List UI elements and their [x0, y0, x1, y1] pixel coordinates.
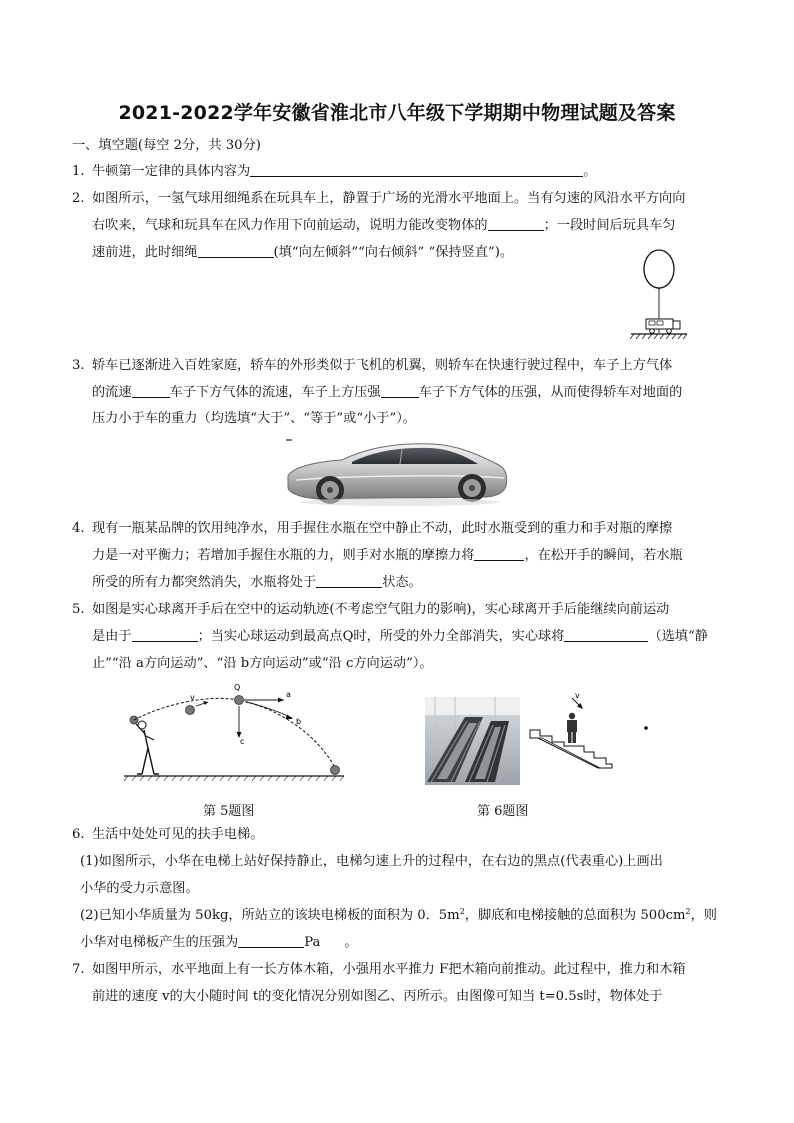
- question-5-line-3: 止”“沿 a方向运动”、“沿 b方向运动”或“沿 c方向运动”）。: [92, 656, 433, 671]
- answer-blank[interactable]: [250, 163, 583, 177]
- question-text: ；一段时间后玩具车匀: [543, 218, 676, 233]
- question-5: [72, 601, 669, 619]
- question-6-part-1: (1)如图所示，小华在电梯上站好保持静止，电梯匀速上升的过程中，在右边的黑点(代表重心)上画出: [80, 854, 663, 869]
- question-6-part-1-cont: 小华的受力示意图。: [80, 881, 199, 896]
- question-text: （选填“静: [648, 629, 708, 644]
- superscript: 2: [685, 907, 691, 916]
- question-1: [72, 163, 596, 181]
- question-3: [72, 357, 672, 375]
- question-text: ，脚底和电梯接触的总面积为 500cm: [464, 908, 686, 923]
- question-text: 状态。: [382, 575, 422, 590]
- question-text: 右吹来，气球和玩具车在风力作用下向前运动，说明力能改变物体的: [92, 218, 488, 233]
- escalator-diagram: [528, 686, 658, 786]
- question-text: 的流速: [92, 385, 132, 400]
- question-text: 生活中处处可见的扶手电梯。: [92, 827, 264, 842]
- velocity-label: v: [190, 693, 195, 702]
- question-number: 3.: [72, 358, 85, 373]
- direction-c-label: c: [240, 737, 245, 746]
- question-3-line-2: [92, 384, 682, 402]
- question-text: (填“向左倾斜”“向右倾斜” “保持竖直”)。: [273, 245, 514, 260]
- question-2: [72, 190, 685, 208]
- question-text: 车子下方气体的流速，车子上方压强: [169, 385, 381, 400]
- answer-blank[interactable]: [238, 934, 304, 948]
- question-text: 轿车已逐渐进入百姓家庭，轿车的外形类似于飞机的机翼，则轿车在快速行驶过程中，车子上方气体: [92, 358, 673, 373]
- question-2-line-3: [92, 244, 513, 262]
- point-q-label: Q: [234, 683, 241, 692]
- answer-blank[interactable]: [132, 628, 198, 642]
- center-of-gravity-dot: [644, 726, 648, 730]
- question-text: 如图甲所示，水平地面上有一长方体木箱，小强用水平推力 F把木箱向前推动。此过程中，推力和木箱: [92, 962, 686, 977]
- section-heading: 一、填空题(每空 2分，共 30分): [72, 138, 261, 153]
- question-7: [72, 961, 686, 979]
- answer-blank[interactable]: [488, 217, 544, 231]
- question-number: 5.: [72, 602, 85, 617]
- answer-blank[interactable]: [132, 384, 170, 398]
- question-4-line-2: [92, 547, 683, 565]
- answer-blank[interactable]: [564, 628, 648, 642]
- question-number: 2.: [72, 191, 85, 206]
- question-text: 所受的所有力都突然消失，水瓶将处于: [92, 575, 317, 590]
- question-text: ；当实心球运动到最高点Q时，所受的外力全部消失，实心球将: [197, 629, 565, 644]
- question-5-line-2: [92, 628, 708, 646]
- unit-label: Pa: [304, 935, 321, 950]
- question-text: ，在松开手的瞬间，若水瓶: [524, 548, 683, 563]
- superscript: 2: [459, 907, 465, 916]
- question-number: 4.: [72, 521, 85, 536]
- question-2-line-2: [92, 217, 676, 235]
- question-number: 6.: [72, 827, 85, 842]
- car-image: [282, 432, 512, 510]
- velocity-label: v: [575, 691, 580, 700]
- question-text: 车子下方气体的压强，从而使得轿车对地面的: [418, 385, 683, 400]
- escalator-photo: [425, 697, 520, 785]
- answer-blank[interactable]: [198, 244, 274, 258]
- trajectory-figure: [120, 682, 350, 782]
- answer-blank[interactable]: [316, 574, 382, 588]
- question-text: ，则: [690, 908, 717, 923]
- question-3-line-3: 压力小于车的重力（均选填“大于”、“等于”或“小于”）。: [92, 411, 416, 426]
- question-text: 如图所示，一氢气球用细绳系在玩具车上，静置于广场的光滑水平地面上。当有匀速的风沿水平方向向: [92, 191, 686, 206]
- question-4: [72, 520, 672, 538]
- question-number: 7.: [72, 962, 85, 977]
- question-4-line-3: [92, 574, 422, 592]
- question-text: 如图是实心球离开手后在空中的运动轨迹(不考虑空气阻力的影响)，实心球离开手后能继续向前运动: [92, 602, 670, 617]
- question-text: 小华对电梯板产生的压强为: [80, 935, 239, 950]
- question-text: (2)已知小华质量为 50kg，所站立的该块电梯板的面积为 0．5m: [80, 908, 460, 923]
- question-text: 力是一对平衡力；若增加手握住水瓶的力，则手对水瓶的摩擦力将: [92, 548, 475, 563]
- question-6-part-2-cont: [80, 934, 358, 952]
- balloon-car-figure: [625, 245, 695, 345]
- question-number: 1.: [72, 164, 85, 179]
- page-title: 2021-2022学年安徽省淮北市八年级下学期期中物理试题及答案: [118, 102, 676, 124]
- question-text: 是由于: [92, 629, 132, 644]
- question-6: [72, 826, 263, 844]
- question-6-part-2: [80, 907, 717, 925]
- question-7-line-2: 前进的速度 v的大小随时间 t的变化情况分别如图乙、丙所示。由图像可知当 t=0.5s时，物体处于: [92, 989, 663, 1004]
- answer-blank[interactable]: [474, 547, 524, 561]
- question-text: 。: [344, 935, 358, 950]
- question-text: 。: [583, 164, 597, 179]
- figure-6-caption: 第 6题图: [477, 804, 529, 819]
- direction-a-label: a: [286, 690, 291, 699]
- question-text: 牛顿第一定律的具体内容为: [92, 164, 251, 179]
- figure-5-caption: 第 5题图: [203, 804, 255, 819]
- direction-b-label: b: [296, 717, 302, 726]
- question-text: 现有一瓶某品牌的饮用纯净水，用手握住水瓶在空中静止不动，此时水瓶受到的重力和手对瓶的摩擦: [92, 521, 673, 536]
- question-text: 速前进，此时细绳: [92, 245, 198, 260]
- answer-blank[interactable]: [381, 384, 419, 398]
